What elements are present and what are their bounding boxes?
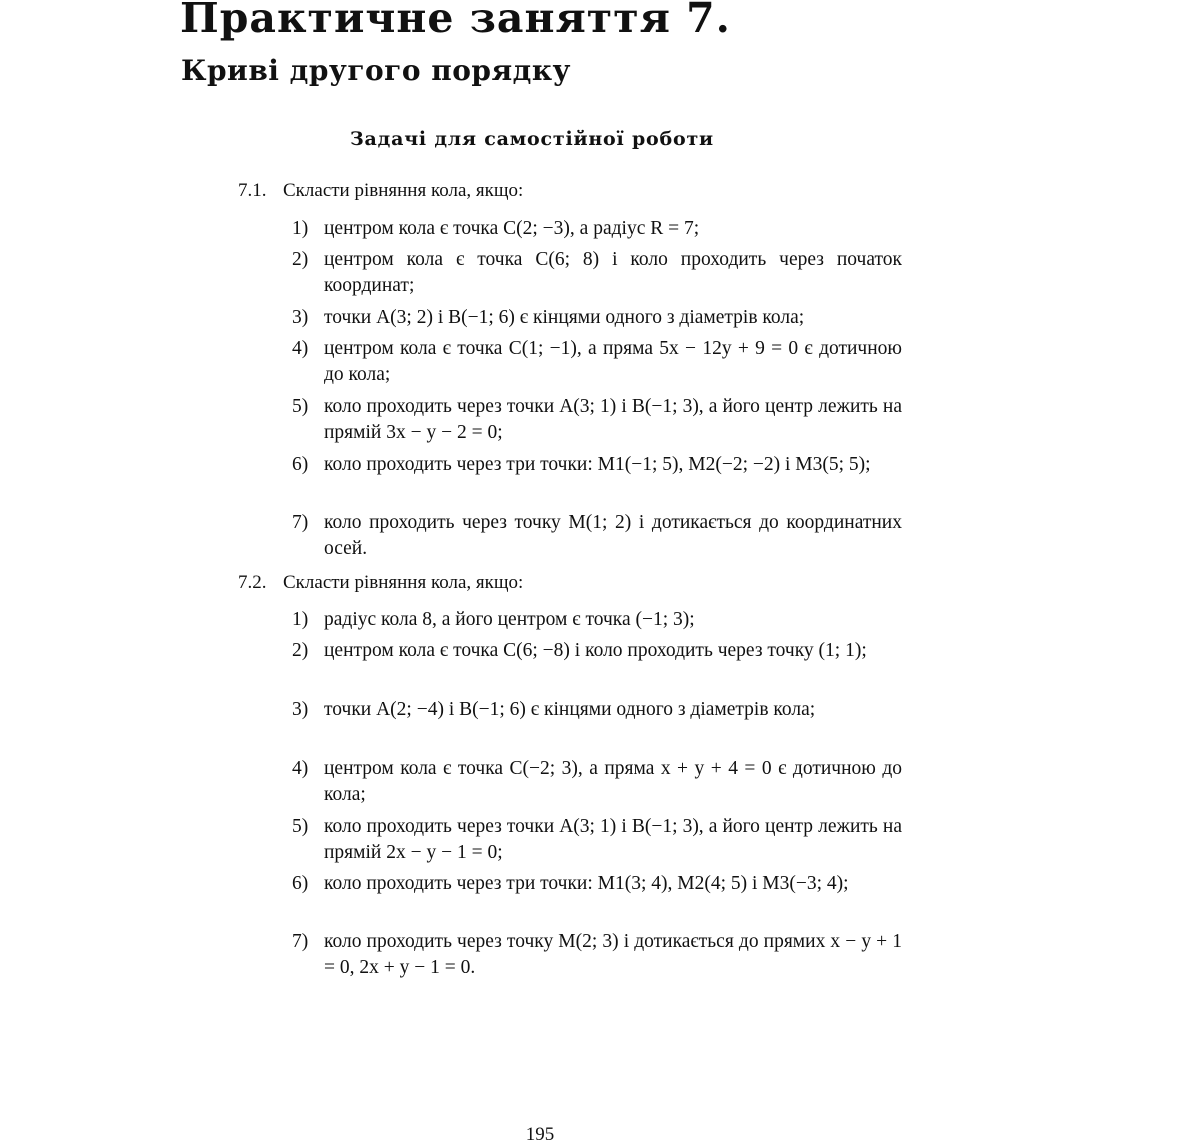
item-marker: 4) (292, 758, 309, 779)
problem-statement (238, 180, 523, 202)
item-text: коло проходить через три точки: M1(3; 4), M2(4; 5) і M3(−3; 4); (324, 873, 849, 894)
item-marker: 2) (292, 640, 309, 661)
list-item (290, 929, 902, 981)
item-text: центром кола є точка C(2; −3), а радіус R = 7; (324, 218, 700, 239)
list-item (290, 247, 902, 299)
item-text: точки A(3; 2) і B(−1; 6) є кінцями одного з діаметрів кола; (324, 307, 805, 328)
list-item (290, 871, 902, 897)
item-text: радіус кола 8, а його центром є точка (−1; 3); (324, 609, 695, 630)
item-marker: 1) (292, 609, 309, 630)
item-text: центром кола є точка C(1; −1), а пряма 5x − 12y + 9 = 0 є дотичною до кола; (324, 338, 902, 385)
item-text: центром кола є точка C(6; 8) і коло проходить через початок координат; (324, 249, 902, 296)
item-text: коло проходить через точку M(1; 2) і дотикається до координатних осей. (324, 512, 902, 559)
item-text: коло проходить через три точки: M1(−1; 5), M2(−2; −2) і M3(5; 5); (324, 454, 871, 475)
item-marker: 5) (292, 396, 309, 417)
item-marker: 6) (292, 454, 309, 475)
problem-text: Скласти рівняння кола, якщо: (283, 572, 524, 593)
item-text: точки A(2; −4) і B(−1; 6) є кінцями одного з діаметрів кола; (324, 699, 816, 720)
item-marker: 2) (292, 249, 309, 270)
list-item (290, 336, 902, 388)
section-heading: Задачі для самостійної роботи (350, 128, 714, 150)
problem-number: 7.2. (238, 572, 267, 593)
list-item (290, 394, 902, 446)
list-item (290, 697, 902, 723)
chapter-title: Практичне заняття 7. (180, 0, 731, 42)
list-item (290, 814, 902, 866)
problem-statement (238, 572, 523, 594)
item-text: центром кола є точка C(−2; 3), а пряма x + y + 4 = 0 є дотичною до кола; (324, 758, 902, 805)
item-marker: 6) (292, 873, 309, 894)
item-marker: 7) (292, 931, 309, 952)
item-text: коло проходить через точки A(3; 1) і B(−1; 3), а його центр лежить на прямій 3x − y − 2 = 0; (324, 396, 902, 443)
page-number: 195 (525, 1124, 555, 1145)
list-item (290, 452, 902, 478)
list-item (290, 510, 902, 562)
item-marker: 1) (292, 218, 309, 239)
item-text: коло проходить через точку M(2; 3) і дотикається до прямих x − y + 1 = 0, 2x + y − 1 = 0. (324, 931, 902, 978)
list-item (290, 607, 902, 633)
item-marker: 3) (292, 307, 309, 328)
item-text: центром кола є точка C(6; −8) і коло проходить через точку (1; 1); (324, 640, 867, 661)
problem-number: 7.1. (238, 180, 267, 201)
list-item (290, 305, 902, 331)
item-marker: 5) (292, 816, 309, 837)
list-item (290, 638, 902, 664)
item-marker: 4) (292, 338, 309, 359)
list-item (290, 756, 902, 808)
item-marker: 3) (292, 699, 309, 720)
chapter-subtitle: Криві другого порядку (181, 54, 571, 87)
problem-text: Скласти рівняння кола, якщо: (283, 180, 524, 201)
item-marker: 7) (292, 512, 309, 533)
list-item (290, 216, 902, 242)
item-text: коло проходить через точки A(3; 1) і B(−1; 3), а його центр лежить на прямій 2x − y − 1 = 0; (324, 816, 902, 863)
